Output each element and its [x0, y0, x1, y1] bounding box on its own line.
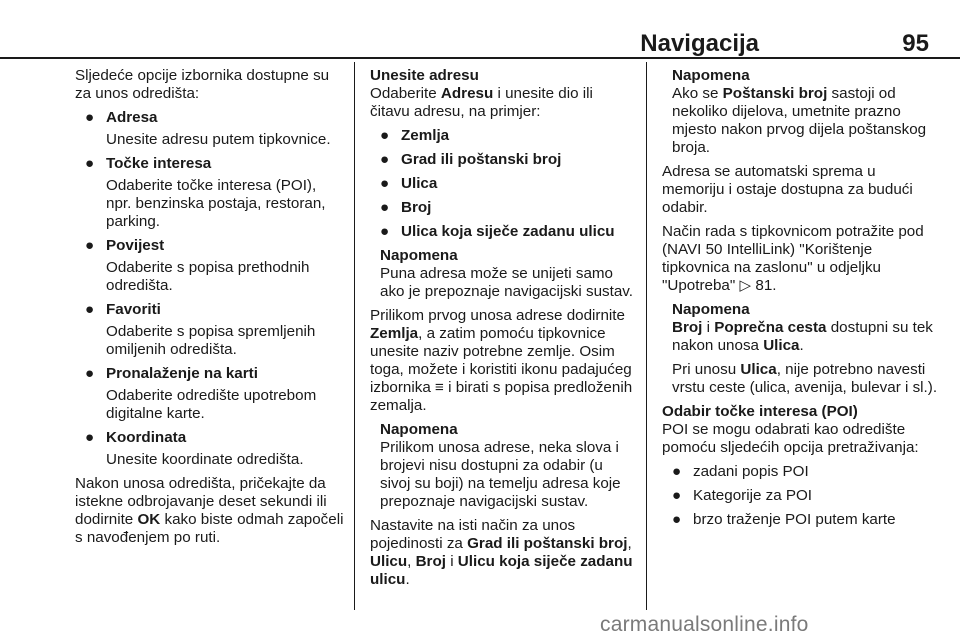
col1-closing: Nakon unosa odredišta, pričekajte da istekne odbrojavanje deset sekundi ili dodirnite OK kako biste odmah započeli s navođenjem po ruti. — [75, 475, 344, 546]
col3-paragraph: Način rada s tipkovnicom potražite pod (NAVI 50 IntelliLink) "Korištenje tipkovnica na zaslonu" u odjeljku "Upotreba" ▷ 81. — [662, 223, 924, 294]
col1-intro: Sljedeće opcije izbornika dostupne su za unos odredišta: — [75, 67, 330, 102]
bullet-icon: ● — [672, 487, 682, 504]
bullet-icon: ● — [380, 199, 390, 216]
poi-options-list — [662, 463, 942, 529]
list-item: ● Adresa Unesite adresu putem tipkovnice. — [85, 109, 331, 148]
col2-paragraph: Prilikom prvog unosa adrese dodirnite Zemlja, a zatim pomoću tipkovnice unesite naziv potrebne zemlje. Osim toga, možete i koristiti ikonu padajućeg izbornika ≡ i birati s popisa predloženih zemalja. — [370, 307, 633, 414]
bullet-icon: ● — [85, 237, 95, 254]
list-item: ● Ulica — [380, 175, 438, 192]
section-heading: Unesite adresu — [370, 67, 479, 84]
column-2 — [370, 67, 636, 595]
dropdown-menu-icon: ≡ — [435, 379, 444, 396]
bullet-icon: ● — [672, 511, 682, 528]
list-item: ● Koordinata Unesite koordinate odredišta. — [85, 429, 304, 468]
address-fields-list — [370, 127, 636, 241]
destination-options-list — [75, 109, 345, 469]
list-item: ● brzo traženje POI putem karte — [672, 511, 896, 528]
column-divider-2 — [646, 62, 647, 610]
bullet-icon: ● — [380, 127, 390, 144]
bullet-icon: ● — [85, 155, 95, 172]
note-box: Napomena Puna adresa može se unijeti samo ako je prepoznaje navigacijski sustav. — [380, 247, 633, 300]
list-item: ● Zemlja — [380, 127, 450, 144]
bullet-icon: ● — [85, 365, 95, 382]
bullet-icon: ● — [380, 223, 390, 240]
header-rule — [0, 57, 960, 59]
list-item: ● Kategorije za POI — [672, 487, 813, 504]
section-heading: Odabir točke interesa (POI) — [662, 403, 858, 420]
list-item: ● Broj — [380, 199, 432, 216]
col2-closing: Nastavite na isti način za unos pojedinosti za Grad ili poštanski broj, Ulicu, Broj i Ulicu koja siječe zadanu ulicu. — [370, 517, 633, 588]
col3-intro: POI se mogu odabrati kao odredište pomoću sljedećih opcija pretraživanja: — [662, 421, 919, 456]
list-item: ● Točke interesa Odaberite točke interesa (POI), npr. benzinska postaja, restoran, parking. — [85, 155, 326, 230]
note-box: Napomena Broj i Poprečna cesta dostupni su tek nakon unosa Ulica. Pri unosu Ulica, nije potrebno navesti vrstu ceste (ulica, avenija, bulevar i sl.). — [672, 301, 938, 396]
list-item: ● Favoriti Odaberite s popisa spremljenih omiljenih odredišta. — [85, 301, 316, 358]
bullet-icon: ● — [672, 463, 682, 480]
list-item: ● zadani popis POI — [672, 463, 809, 480]
list-item: ● Povijest Odaberite s popisa prethodnih odredišta. — [85, 237, 310, 294]
bullet-icon: ● — [380, 151, 390, 168]
column-3 — [662, 67, 942, 535]
page-reference-icon: ▷ — [739, 277, 752, 294]
note-box: Napomena Ako se Poštanski broj sastoji od nekoliko dijelova, umetnite prazno mjesto nakon prvog dijela poštanskog broja. — [672, 67, 927, 156]
column-1 — [75, 67, 345, 553]
col3-paragraph: Adresa se automatski sprema u memoriju i ostaje dostupna za budući odabir. — [662, 163, 913, 216]
bullet-icon: ● — [85, 301, 95, 318]
page-number: 95 — [902, 30, 929, 57]
bullet-icon: ● — [85, 429, 95, 446]
col2-intro: Odaberite Adresu i unesite dio ili čitavu adresu, na primjer: — [370, 85, 593, 120]
page-title: Navigacija — [640, 30, 759, 57]
note-box: Napomena Prilikom unosa adrese, neka slova i brojevi nisu dostupni za odabir (u sivoj su boji) na temelju adresa koje prepoznaje navigacijski sustav. — [380, 421, 621, 510]
watermark: carmanualsonline.info — [600, 613, 809, 636]
list-item: ● Grad ili poštanski broj — [380, 151, 562, 168]
bullet-icon: ● — [85, 109, 95, 126]
list-item: ● Pronalaženje na karti Odaberite odredište upotrebom digitalne karte. — [85, 365, 317, 422]
list-item: ● Ulica koja siječe zadanu ulicu — [380, 223, 615, 240]
column-divider-1 — [354, 62, 355, 610]
bullet-icon: ● — [380, 175, 390, 192]
